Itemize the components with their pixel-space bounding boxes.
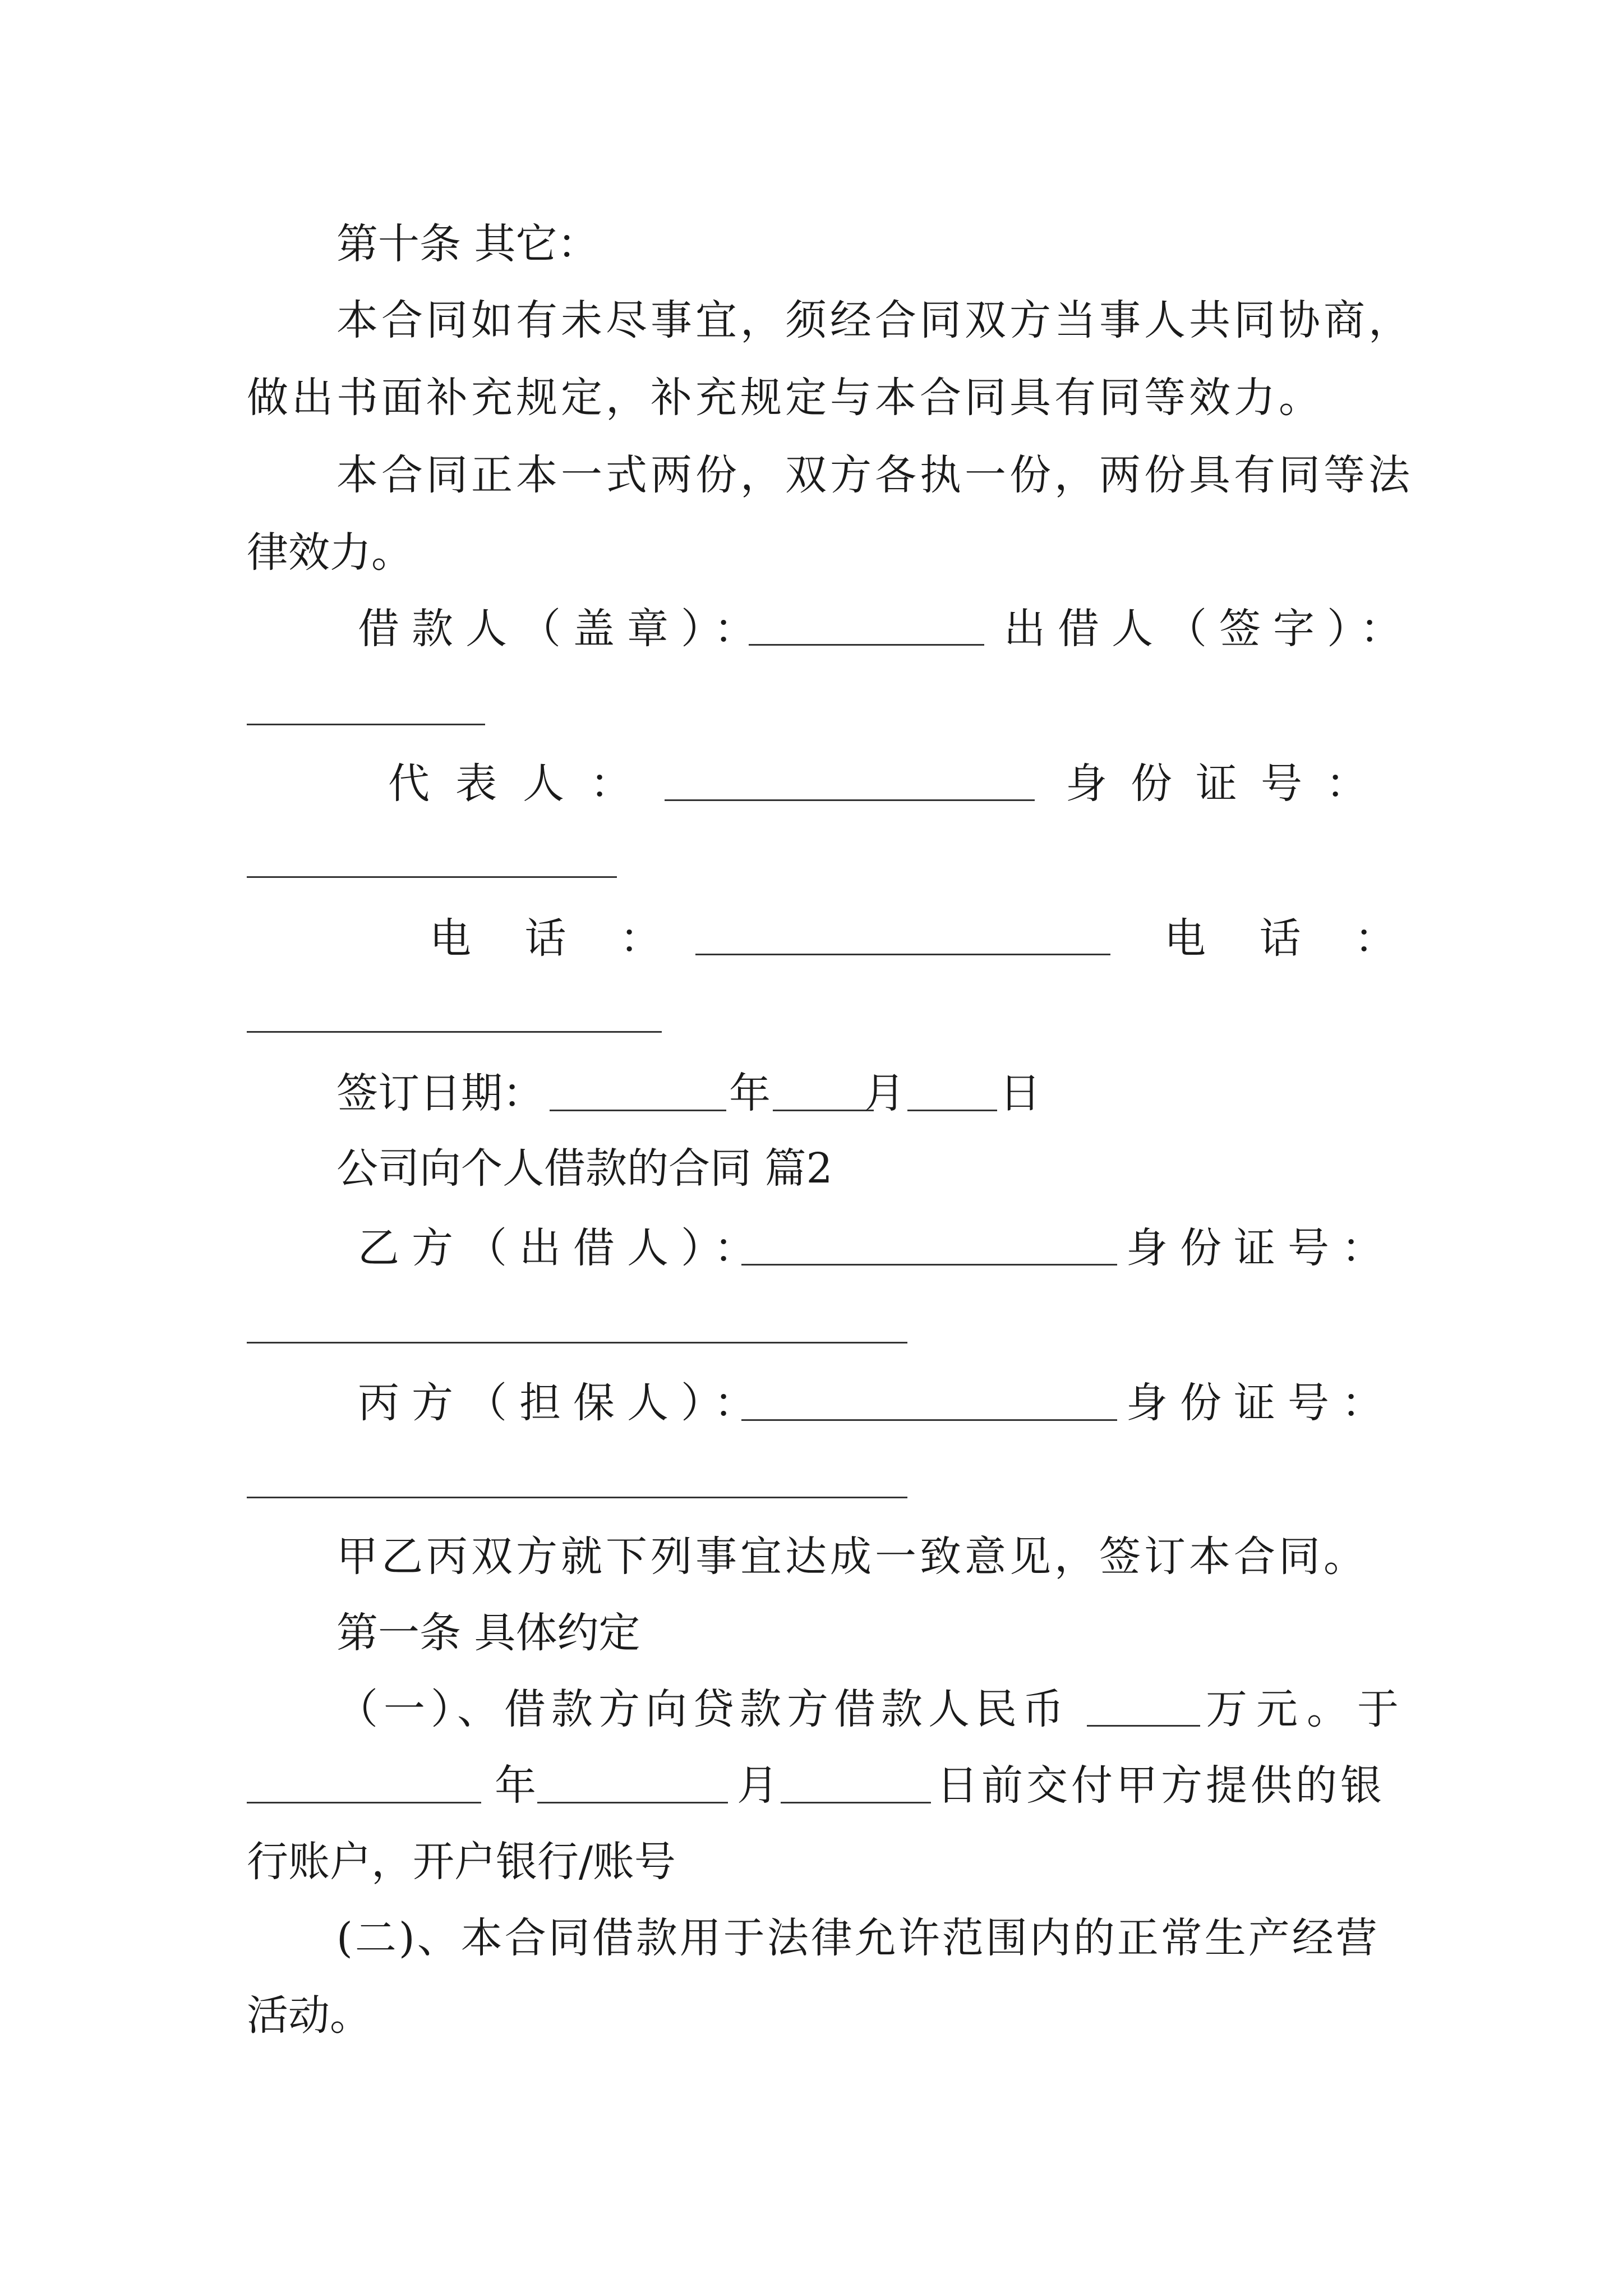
item1-month-label: 月: [737, 1761, 778, 1810]
date-label: 签订日期：: [336, 1069, 544, 1117]
item1-line1-a: （一）、借款方向贷款方借款人民币: [336, 1685, 1069, 1733]
article10-p1-line1: 本合同如有未尽事宜，须经合同双方当事人共同协商，: [336, 296, 1413, 344]
rep-id-blank[interactable]: [247, 876, 617, 878]
article10-heading: 第十条 其它：: [336, 220, 599, 268]
item1-line1-b: 万元。于: [1206, 1685, 1408, 1733]
date-year-blank[interactable]: [550, 1110, 726, 1111]
agreement-text: 甲乙丙双方就下列事宜达成一致意见，签订本合同。: [336, 1533, 1368, 1581]
date-day-label: 日: [999, 1069, 1041, 1117]
borrower-label: 借款人（盖章）：: [358, 605, 768, 653]
party-c-blank[interactable]: [741, 1419, 1117, 1421]
date-year-label: 年: [729, 1069, 771, 1117]
rep-label: 代表人：: [388, 760, 657, 808]
item1-amount-blank[interactable]: [1087, 1725, 1200, 1727]
rep-blank[interactable]: [665, 799, 1035, 801]
date-month-blank[interactable]: [773, 1110, 874, 1111]
item1-day-blank[interactable]: [781, 1802, 931, 1803]
article10-p2-line1: 本合同正本一式两份，双方各执一份，两份具有同等法: [336, 451, 1413, 499]
lender-blank[interactable]: [247, 724, 485, 725]
article10-p1-line2: 做出书面补充规定，补充规定与本合同具有同等效力。: [247, 374, 1324, 422]
rep-id-label: 身份证号：: [1066, 760, 1391, 808]
phone-label-right: 电 话 ：: [1164, 914, 1417, 963]
borrower-blank[interactable]: [749, 644, 984, 646]
item1-year-blank[interactable]: [247, 1802, 481, 1803]
item1-line2: 日前交付甲方提供的银: [937, 1761, 1385, 1810]
party-b-id-label: 身份证号：: [1126, 1224, 1395, 1272]
party-b-blank[interactable]: [741, 1264, 1117, 1266]
contract2-title: 公司向个人借款的合同 篇2: [336, 1144, 833, 1193]
party-c-id-label: 身份证号：: [1126, 1379, 1395, 1427]
item1-line3: 行账户，开户银行/账号: [247, 1838, 676, 1886]
item1-year-label: 年: [495, 1761, 536, 1810]
phone-label-left: 电 话 ：: [430, 914, 682, 963]
item2-line2: 活动。: [247, 1991, 371, 2040]
article10-p2-line2: 律效力。: [247, 528, 413, 577]
party-c-id-blank[interactable]: [247, 1497, 907, 1498]
party-b-label: 乙方（出借人）：: [358, 1224, 768, 1272]
item1-month-blank[interactable]: [537, 1802, 728, 1803]
date-month-label: 月: [864, 1069, 905, 1117]
party-b-id-blank[interactable]: [247, 1342, 907, 1343]
lender-label: 出借人（签字）：: [1004, 605, 1414, 653]
date-day-blank[interactable]: [907, 1110, 997, 1111]
item2-line1: (二)、本合同借款用于法律允许范围内的正常生产经营: [336, 1914, 1380, 1962]
party-c-label: 丙方（担保人）：: [358, 1379, 768, 1427]
article1-heading: 第一条 具体约定: [336, 1609, 640, 1657]
phone-blank-left[interactable]: [695, 954, 1110, 955]
phone-blank-right[interactable]: [247, 1031, 662, 1033]
